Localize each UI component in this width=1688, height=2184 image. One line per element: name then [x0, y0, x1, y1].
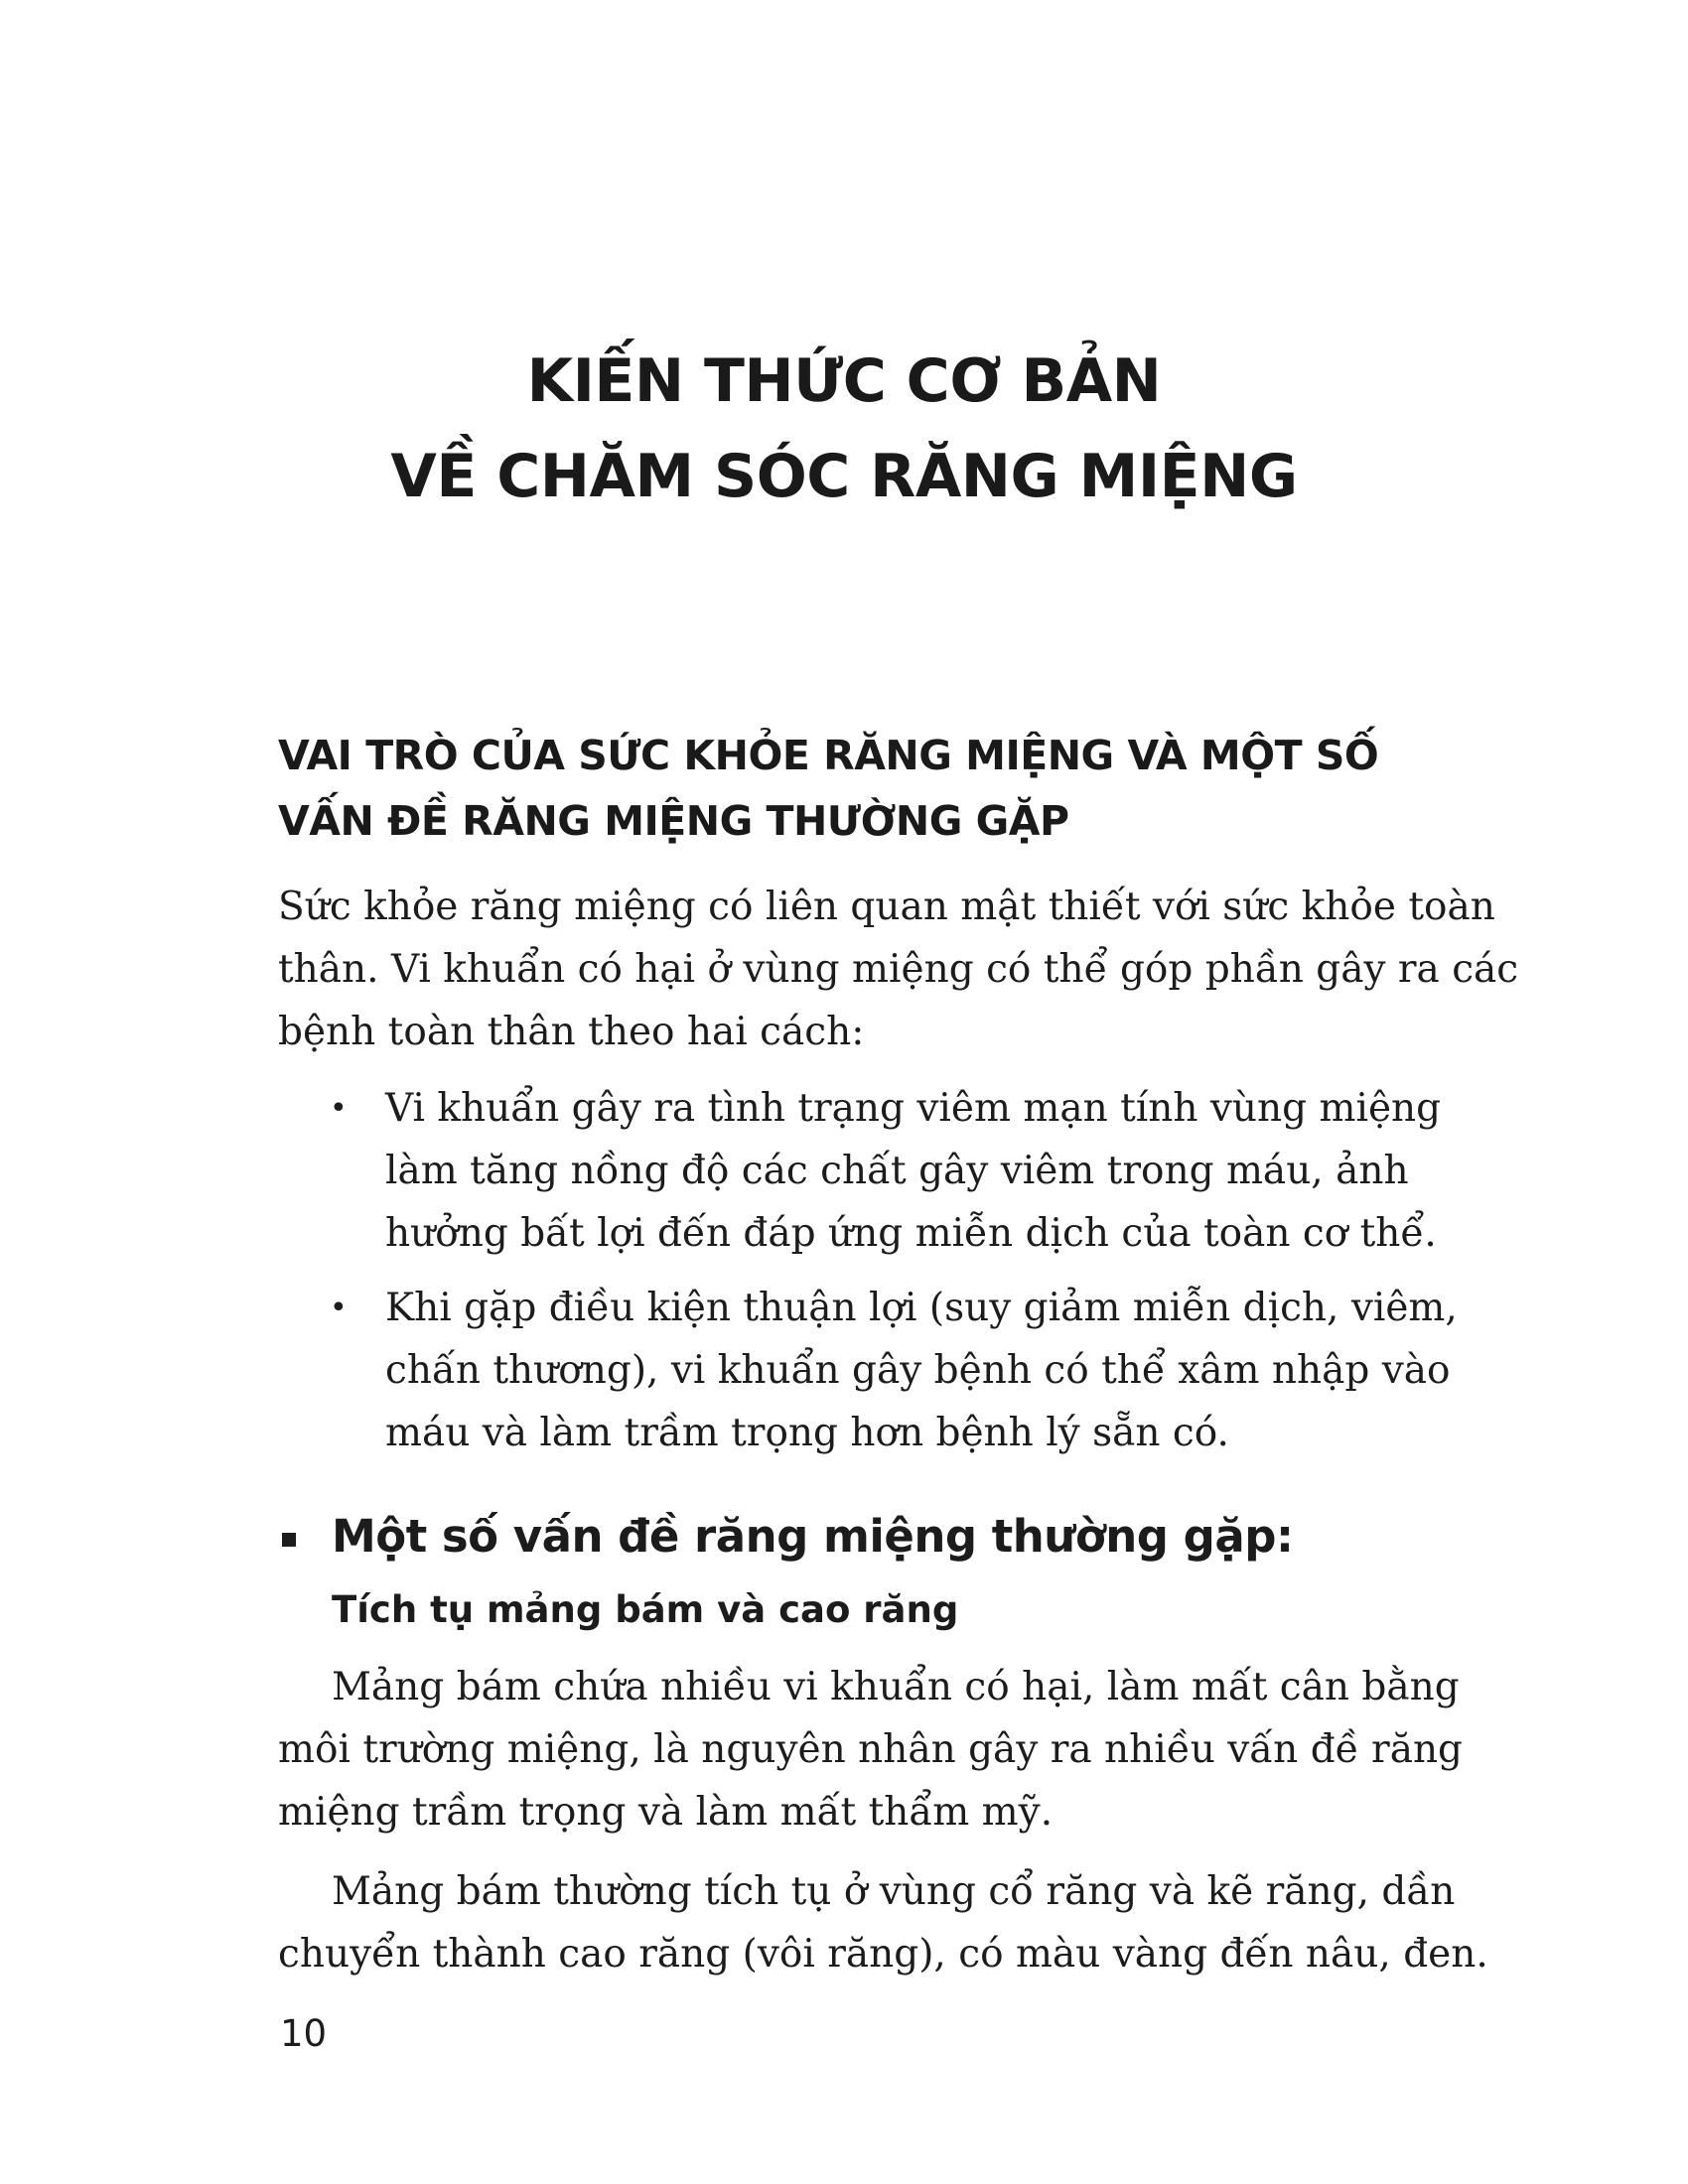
sub-subsection-heading: Tích tụ mảng bám và cao răng [332, 1588, 959, 1631]
subsection-heading [278, 1505, 1420, 1569]
paragraph-line: Mảng bám chứa nhiều vi khuẩn có hại, làm mất cân bằng [332, 1665, 1460, 1709]
paragraph-1 [278, 1656, 1464, 1843]
bullet-text [385, 1277, 1458, 1464]
bullet-dot-icon: • [330, 1291, 348, 1325]
intro-line: thân. Vi khuẩn có hại ở vùng miệng có thể góp phần gây ra các [278, 947, 1519, 992]
section-heading [278, 723, 1430, 854]
chapter-title [0, 334, 1688, 524]
bullet-line: máu và làm trầm trọng hơn bệnh lý sẵn có. [385, 1411, 1229, 1455]
intro-paragraph [278, 876, 1519, 1063]
paragraph-line: miệng trầm trọng và làm mất thẩm mỹ. [278, 1790, 1054, 1835]
page-number: 10 [280, 2012, 328, 2055]
bullet-dot-icon: • [330, 1091, 348, 1126]
intro-line: Sức khỏe răng miệng có liên quan mật thiết với sức khỏe toàn [278, 885, 1495, 929]
bullet-text [385, 1077, 1442, 1265]
paragraph-line: chuyển thành cao răng (vôi răng), có màu vàng đến nâu, đen. [278, 1932, 1488, 1977]
paragraph-line: môi trường miệng, là nguyên nhân gây ra nhiều vấn đề răng [278, 1727, 1464, 1772]
section-heading-line-2: VẤN ĐỀ RĂNG MIỆNG THƯỜNG GẶP [278, 797, 1069, 845]
subsection-heading-text: Một số vấn đề răng miệng thường gặp: [332, 1510, 1294, 1563]
bullet-line: Vi khuẩn gây ra tình trạng viêm mạn tính vùng miệng [385, 1086, 1442, 1131]
bullet-line: Khi gặp điều kiện thuận lợi (suy giảm miễn dịch, viêm, [385, 1286, 1458, 1330]
chapter-title-line-2: VỀ CHĂM SÓC RĂNG MIỆNG [390, 442, 1298, 511]
section-heading-line-1: VAI TRÒ CỦA SỨC KHỎE RĂNG MIỆNG VÀ MỘT SỐ [278, 732, 1379, 779]
bullet-line: làm tăng nồng độ các chất gây viêm trong máu, ảnh [385, 1149, 1409, 1193]
bullet-list [330, 1077, 1458, 1476]
intro-line: bệnh toàn thân theo hai cách: [278, 1010, 865, 1054]
subsection [278, 1505, 1420, 1569]
paragraph-line: Mảng bám thường tích tụ ở vùng cổ răng và kẽ răng, dần [332, 1869, 1456, 1914]
chapter-title-line-1: KIẾN THỨC CƠ BẢN [526, 346, 1162, 416]
square-bullet-icon [282, 1533, 296, 1547]
bullet-item [330, 1277, 1458, 1464]
bullet-item [330, 1077, 1442, 1265]
paragraph-2 [278, 1860, 1488, 1985]
bullet-line: hưởng bất lợi đến đáp ứng miễn dịch của toàn cơ thể. [385, 1211, 1437, 1256]
bullet-line: chấn thương), vi khuẩn gây bệnh có thể xâm nhập vào [385, 1348, 1451, 1393]
